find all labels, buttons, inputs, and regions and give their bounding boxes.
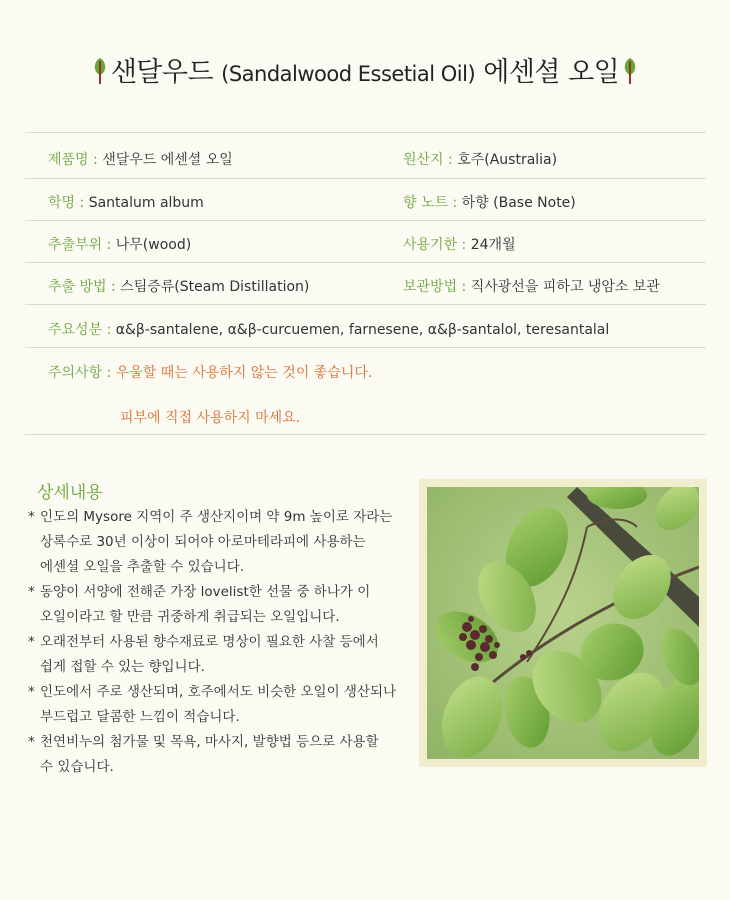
- spec-row: [25, 221, 706, 263]
- spec-item: 원산지 : 호주(Australia): [403, 152, 558, 168]
- title-suffix: 에센셜 오일: [483, 57, 620, 88]
- list-item-line: 오일이라고 할 만큼 귀중하게 취급되는 오일입니다.: [40, 609, 340, 625]
- list-item: [28, 580, 420, 630]
- spec-value: 호주(Australia): [457, 152, 558, 168]
- spec-value: α&β-santalene, α&β-curcuemen, farnesene, α&β-santalol, teresantalal: [115, 322, 610, 338]
- bullet-symbol: *: [28, 509, 35, 525]
- title-latin: (Sandalwood Essetial Oil): [221, 62, 476, 86]
- page-title: [0, 50, 730, 89]
- spec-row: [25, 133, 706, 179]
- spec-item: 보관방법 : 직사광선을 피하고 냉암소 보관: [403, 279, 660, 295]
- spec-value: 나무(wood): [115, 237, 192, 253]
- detail-heading: 상세내용: [37, 483, 103, 503]
- spec-value: 24개월: [470, 237, 516, 253]
- bullet-symbol: *: [28, 734, 35, 750]
- list-item-line: 동양이 서양에 전해준 가장 lovelist한 선물 중 하나가 이: [40, 584, 371, 600]
- list-item-line: 수 있습니다.: [40, 759, 114, 775]
- spec-item: 사용기한 : 24개월: [403, 237, 516, 253]
- spec-item: 주요성분 : α&β-santalene, α&β-curcuemen, farnesene, α&β-santalol, teresantalal: [48, 322, 610, 338]
- title-korean: 샌달우드: [110, 57, 214, 88]
- spec-row: [25, 263, 706, 305]
- spec-item: 추출 방법 : 스팀증류(Steam Distillation): [48, 279, 310, 295]
- spec-value: 샌달우드 에센셜 오일: [102, 152, 233, 168]
- list-item-line: 에센셜 오일을 추출할 수 있습니다.: [40, 559, 245, 575]
- list-item-line: 오래전부터 사용된 향수재료로 명상이 필요한 사찰 등에서: [40, 634, 379, 650]
- spec-value: 직사광선을 피하고 냉암소 보관: [470, 279, 660, 295]
- leaf-icon: [621, 56, 639, 86]
- caution-text: 피부에 직접 사용하지 마세요.: [120, 410, 301, 426]
- caution-item: [120, 407, 300, 427]
- spec-label: 향 노트: [403, 195, 449, 211]
- product-photo-frame: [419, 479, 707, 767]
- list-item: [28, 680, 420, 730]
- spec-label: 제품명: [48, 152, 89, 168]
- spec-value: 하향 (Base Note): [461, 195, 576, 211]
- spec-row: [25, 179, 706, 221]
- list-item-line: 쉽게 접할 수 있는 향입니다.: [40, 659, 205, 675]
- caution-row: [25, 348, 706, 435]
- spec-label: 사용기한: [403, 237, 458, 253]
- caution-label: 주의사항: [48, 365, 103, 381]
- spec-table: [25, 132, 706, 435]
- spec-label: 원산지: [403, 152, 444, 168]
- spec-item: 제품명 : 샌달우드 에센셜 오일: [48, 152, 233, 168]
- detail-list: [28, 505, 420, 780]
- caution-item: 주의사항 : 우울할 때는 사용하지 않는 것이 좋습니다.: [48, 365, 373, 381]
- list-item: [28, 730, 420, 780]
- spec-label: 추출부위: [48, 237, 103, 253]
- spec-value: Santalum album: [88, 195, 204, 211]
- sandalwood-leaves-photo: [427, 487, 699, 759]
- leaf-icon: [91, 56, 109, 86]
- list-item-line: 상록수로 30년 이상이 되어야 아로마테라피에 사용하는: [40, 534, 366, 550]
- spec-row: [25, 305, 706, 348]
- spec-item: 추출부위 : 나무(wood): [48, 237, 192, 253]
- bullet-symbol: *: [28, 584, 35, 600]
- spec-label: 추출 방법: [48, 279, 107, 295]
- spec-label: 학명: [48, 195, 76, 211]
- list-item-line: 인도에서 주로 생산되며, 호주에서도 비슷한 오일이 생산되나: [40, 684, 397, 700]
- list-item-line: 부드럽고 달콤한 느낌이 적습니다.: [40, 709, 240, 725]
- list-item: [28, 505, 420, 580]
- bullet-symbol: *: [28, 634, 35, 650]
- spec-label: 보관방법: [403, 279, 458, 295]
- list-item-line: 인도의 Mysore 지역이 주 생산지이며 약 9m 높이로 자라는: [40, 509, 393, 525]
- list-item: [28, 630, 420, 680]
- spec-item: 학명 : Santalum album: [48, 195, 204, 211]
- list-item-line: 천연비누의 첨가물 및 목욕, 마사지, 발향법 등으로 사용할: [40, 734, 379, 750]
- caution-text: 우울할 때는 사용하지 않는 것이 좋습니다.: [115, 365, 373, 381]
- bullet-symbol: *: [28, 684, 35, 700]
- spec-value: 스팀증류(Steam Distillation): [120, 279, 310, 295]
- spec-item: 향 노트 : 하향 (Base Note): [403, 195, 576, 211]
- spec-label: 주요성분: [48, 322, 103, 338]
